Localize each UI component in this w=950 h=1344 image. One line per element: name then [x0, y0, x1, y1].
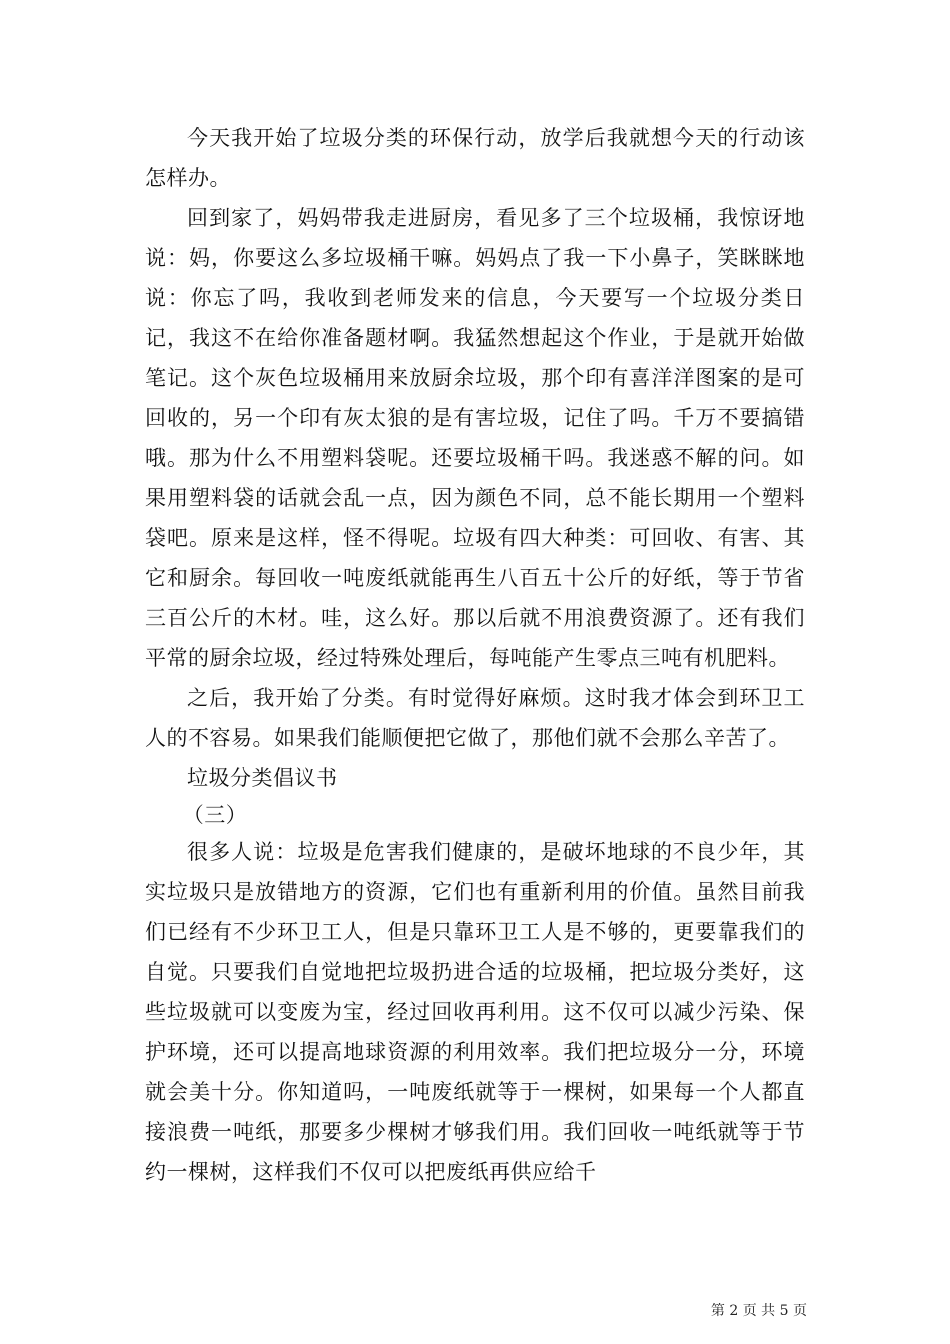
- document-body: [145, 118, 805, 1192]
- paragraph-kitchen-bins: 回到家了，妈妈带我走进厨房，看见多了三个垃圾桶，我惊讶地说：妈，你要这么多垃圾桶干嘛。妈妈点了我一下小鼻子，笑眯眯地说：你忘了吗，我收到老师发来的信息，今天要写一个垃圾分类日记，我这不在给你准备题材啊。我猛然想起这个作业，于是就开始做笔记。这个灰色垃圾桶用来放厨余垃圾，那个印有喜洋洋图案的是可回收的，另一个印有灰太狼的是有害垃圾，记住了吗。千万不要搞错哦。那为什么不用塑料袋呢。还要垃圾桶干吗。我迷惑不解的问。如果用塑料袋的话就会乱一点，因为颜色不同，总不能长期用一个塑料袋吧。原来是这样，怪不得呢。垃圾有四大种类：可回收、有害、其它和厨余。每回收一吨废纸就能再生八百五十公斤的好纸，等于节省三百公斤的木材。哇，这么好。那以后就不用浪费资源了。还有我们平常的厨余垃圾，经过特殊处理后，每吨能产生零点三吨有机肥料。: [145, 206, 805, 670]
- section-heading: 垃圾分类倡议书: [187, 766, 338, 790]
- paragraph-proposal: 很多人说：垃圾是危害我们健康的，是破坏地球的不良少年，其实垃圾只是放错地方的资源，它们也有重新利用的价值。虽然目前我们已经有不少环卫工人，但是只靠环卫工人是不够的，更要靠我们的自觉。只要我们自觉地把垃圾扔进合适的垃圾桶，把垃圾分类好，这些垃圾就可以变废为宝，经过回收再利用。这不仅可以减少污染、保护环境，还可以提高地球资源的利用效率。我们把垃圾分一分，环境就会美十分。你知道吗，一吨废纸就等于一棵树，如果每一个人都直接浪费一吨纸，那要多少棵树才够我们用。我们回收一吨纸就等于节约一棵树，这样我们不仅可以把废纸再供应给千: [145, 840, 805, 1184]
- section-number: （三）: [182, 803, 248, 827]
- paragraph-sorting-reflection: 之后，我开始了分类。有时觉得好麻烦。这时我才体会到环卫工人的不容易。如果我们能顺便把它做了，那他们就不会那么辛苦了。: [145, 686, 805, 750]
- paragraph-intro: 今天我开始了垃圾分类的环保行动，放学后我就想今天的行动该怎样办。: [145, 126, 805, 190]
- page-number-footer: 第 2 页 共 5 页: [710, 1303, 807, 1319]
